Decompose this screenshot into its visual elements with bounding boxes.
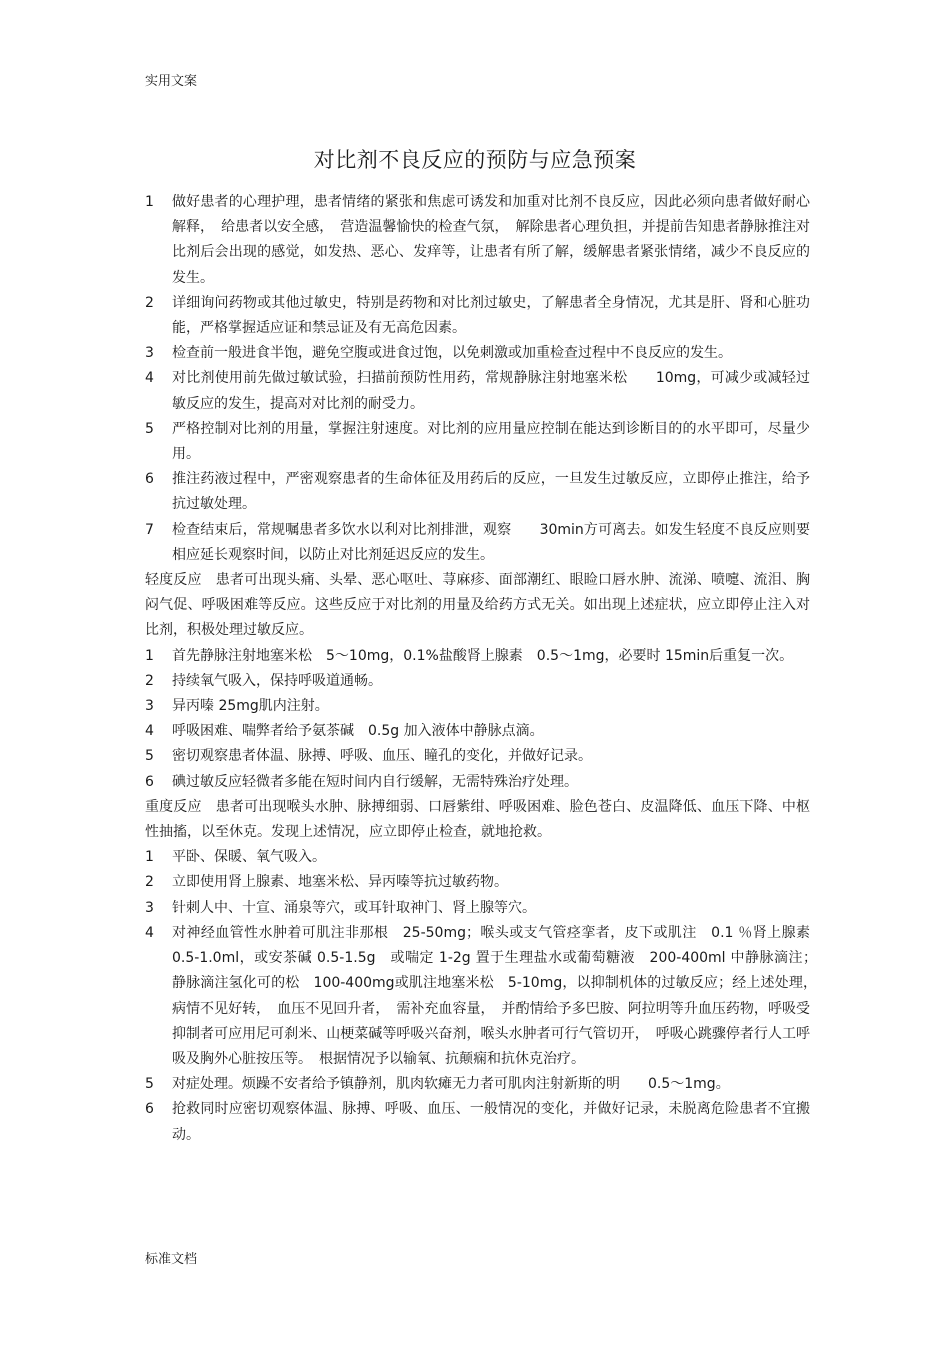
item-text: 碘过敏反应轻微者多能在短时间内自行缓解，无需特殊治疗处理。 [172, 773, 578, 790]
item-number: 5 [145, 748, 154, 765]
prevention-list [145, 190, 810, 568]
list-item [145, 1072, 810, 1097]
item-text: 对比剂使用前先做过敏试验，扫描前预防性用药，常规静脉注射地塞米松 10mg，可减少或减轻过敏反应的发生，提高对对比剂的耐受力。 [172, 370, 810, 412]
list-item [145, 896, 810, 921]
item-number: 2 [145, 294, 154, 311]
item-number: 5 [145, 1076, 154, 1093]
item-text: 抢救同时应密切观察体温、脉搏、呼吸、血压、一般情况的变化，并做好记录，未脱离危险患者不宜搬动。 [172, 1101, 810, 1143]
item-text: 严格控制对比剂的用量，掌握注射速度。对比剂的应用量应控制在能达到诊断目的的水平即可，尽量少用。 [172, 420, 810, 463]
mild-reaction-list [145, 644, 810, 795]
item-text: 持续氧气吸入，保持呼吸道通畅。 [172, 672, 382, 689]
item-number: 6 [145, 471, 154, 488]
document-body [145, 190, 824, 1148]
list-item [145, 366, 810, 416]
list-item [145, 744, 810, 769]
item-text: 检查前一般进食半饱，避免空腹或进食过饱，以免刺激或加重检查过程中不良反应的发生。 [172, 345, 732, 362]
item-text: 异丙嗪 25mg肌内注射。 [172, 698, 329, 715]
item-number: 6 [145, 1101, 154, 1118]
list-item [145, 921, 824, 1072]
list-item [145, 291, 810, 341]
item-text: 首先静脉注射地塞米松 5～10mg，0.1%盐酸肾上腺素 0.5～1mg，必要时 15min后重复一次。 [172, 647, 794, 664]
item-text: 检查结束后，常规嘱患者多饮水以利对比剂排泄，观察 30min方可离去。如发生轻度不良反应则要相应延长观察时间，以防止对比剂延迟反应的发生。 [172, 521, 810, 563]
list-item [145, 644, 810, 669]
item-number: 4 [145, 723, 154, 740]
item-number: 1 [145, 849, 154, 866]
item-text: 呼吸困难、喘弊者给予氨茶碱 0.5g 加入液体中静脉点滴。 [172, 723, 544, 740]
list-item [145, 694, 810, 719]
page-header: 实用文案 [145, 74, 198, 89]
item-number: 7 [145, 521, 154, 538]
severe-reaction-list [145, 845, 824, 1147]
item-text: 对症处理。烦躁不安者给予镇静剂，肌肉软瘫无力者可肌肉注射新斯的明 0.5～1mg。 [172, 1076, 730, 1093]
item-text: 平卧、保暖、氧气吸入。 [172, 849, 326, 866]
item-text: 详细询问药物或其他过敏史，特别是药物和对比剂过敏史，了解患者全身情况，尤其是肝、肾和心脏功能，严格掌握适应证和禁忌证及有无高危因素。 [172, 294, 810, 337]
item-number: 4 [145, 370, 154, 387]
list-item [145, 190, 810, 291]
item-number: 3 [145, 899, 154, 916]
item-number: 3 [145, 698, 154, 715]
item-number: 5 [145, 420, 154, 437]
item-text: 密切观察患者体温、脉搏、呼吸、血压、瞳孔的变化，并做好记录。 [172, 748, 592, 765]
document-title: 对比剂不良反应的预防与应急预案 [313, 148, 637, 172]
severe-reaction-intro: 重度反应 患者可出现喉头水肿、脉搏细弱、口唇紫绀、呼吸困难、脸色苍白、皮温降低、血压下降、中枢性抽搐，以至休克。发现上述情况，应立即停止检查，就地抢救。 [145, 798, 810, 841]
item-text: 针刺人中、十宣、涌泉等穴，或耳针取神门、肾上腺等穴。 [172, 899, 536, 916]
item-number: 2 [145, 672, 154, 689]
item-text: 做好患者的心理护理，患者情绪的紧张和焦虑可诱发和加重对比剂不良反应，因此必须向患者做好耐心解释， 给患者以安全感， 营造温馨愉快的检查气氛， 解除患者心理负担，并提前告知患者静脉推注对比剂后会出现的感觉，如发热、恶心、发痒等，让患者有所了解，缓解患者紧张情绪，减少不良反应的发生。 [172, 194, 810, 286]
page-footer: 标准文档 [145, 1252, 198, 1267]
list-item [145, 770, 810, 795]
list-item [145, 467, 810, 517]
list-item [145, 518, 810, 568]
list-item [145, 719, 810, 744]
item-number: 4 [145, 924, 154, 941]
list-item [145, 845, 810, 870]
list-item [145, 669, 810, 694]
item-number: 6 [145, 773, 154, 790]
list-item [145, 341, 810, 366]
item-number: 1 [145, 194, 154, 210]
item-number: 3 [145, 345, 154, 362]
mild-reaction-intro: 轻度反应 患者可出现头痛、头晕、恶心呕吐、荨麻疹、面部潮红、眼睑口唇水肿、流涕、喷嚏、流泪、胸闷气促、呼吸困难等反应。这些反应于对比剂的用量及给药方式无关。如出现上述症状，应立即停止注入对比剂，积极处理过敏反应。 [145, 572, 810, 639]
list-item [145, 870, 810, 895]
item-text: 推注药液过程中，严密观察患者的生命体征及用药后的反应，一旦发生过敏反应，立即停止推注，给予抗过敏处理。 [172, 471, 810, 513]
item-text: 对神经血管性水肿着可肌注非那根 25-50mg；喉头或支气管痉挛者，皮下或肌注 0.1 ％肾上腺素 0.5-1.0ml，或安茶碱 0.5-1.5g 或喘定 1-2g 置于生理盐水或葡萄糖液 200-400ml 中静脉滴注； 静脉滴注氢化可的松 100-400mg或肌注地塞米松 5-10mg，以抑制机体的过敏反应；经上述处理， 病情不见好转， 血压不见回升者， 需补充血容量， 并酌情给予多巴胺、阿拉明等升血压药物，呼吸受抑制者可应用尼可刹米、山梗菜碱等呼吸兴奋剂，喉头水肿者可行气管切开， 呼吸心跳骤停者行人工呼吸及胸外心脏按压等。 根据情况予以输氧、抗颠痫和抗休克治疗。 [172, 924, 824, 1067]
item-number: 1 [145, 647, 154, 664]
item-text: 立即使用肾上腺素、地塞米松、异丙嗪等抗过敏药物。 [172, 874, 508, 891]
item-number: 2 [145, 874, 154, 891]
list-item [145, 417, 810, 467]
list-item [145, 1097, 810, 1147]
